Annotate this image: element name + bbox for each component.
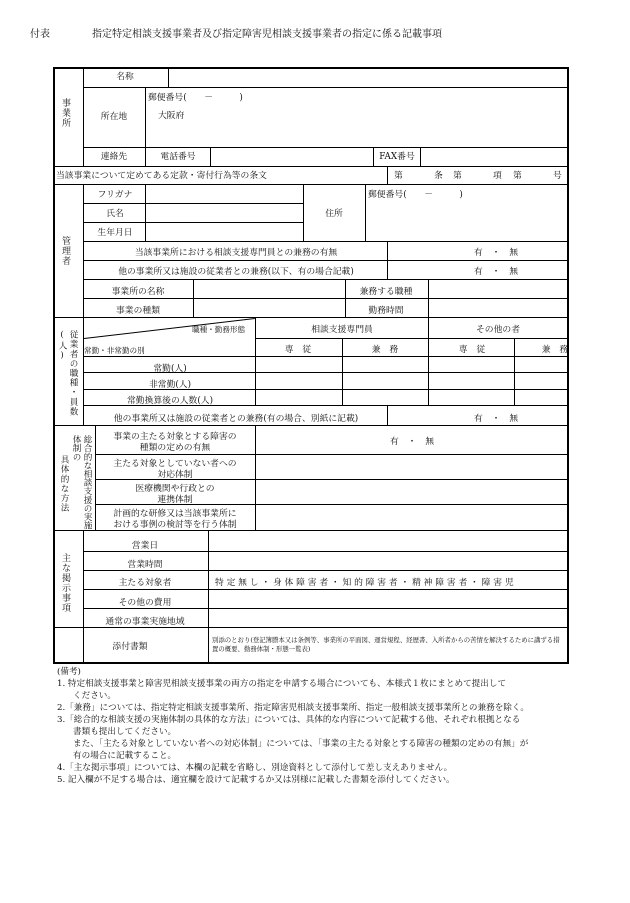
notice-time: 営業時間 bbox=[127, 560, 163, 570]
rule bbox=[420, 147, 421, 166]
note-2: 2.「兼務」については、指定特定相談支援事業所、指定障害児相談支援事業所、指定一般相談支援事業所との兼務を除く。 bbox=[57, 703, 529, 713]
rule bbox=[365, 184, 366, 241]
birth-label: 生年月日 bbox=[97, 228, 133, 238]
fax-label: FAX番号 bbox=[379, 152, 415, 162]
system-r4a: 計画的な研修又は当該事業所に bbox=[113, 509, 237, 519]
rule bbox=[387, 241, 388, 279]
diag-top: 職種・勤務形態 bbox=[192, 325, 246, 334]
col-counselor: 相談支援専門員 bbox=[311, 325, 373, 335]
system-r1a: 事業の主たる対象とする障害の bbox=[113, 432, 237, 442]
rule bbox=[514, 338, 515, 405]
rule bbox=[145, 184, 146, 241]
system-r1b: 種類の定めの有無 bbox=[139, 443, 211, 453]
furigana-label: フリガナ bbox=[97, 190, 133, 200]
job-label: 兼務する職種 bbox=[359, 287, 413, 297]
rule bbox=[255, 338, 568, 339]
col-full-a: 専 従 bbox=[284, 345, 312, 355]
office-postal: 郵便番号( － ) bbox=[148, 93, 243, 103]
article-label: 当該事業について定めてある定款・寄付行為等の条文 bbox=[56, 171, 267, 181]
section-staff: 従業者の職種・員数(人) bbox=[57, 330, 78, 417]
system-r3a: 医療機関や行政との bbox=[135, 484, 215, 494]
form-title: 指定特定相談支援事業者及び指定障害児相談支援事業者の指定に係る記載事項 bbox=[92, 29, 442, 40]
rule bbox=[342, 338, 343, 405]
rule bbox=[345, 279, 346, 317]
concurrent1-label: 当該事業所における相談支援専門員との兼務の有無 bbox=[134, 248, 338, 258]
rule bbox=[95, 425, 96, 530]
rule bbox=[83, 589, 568, 590]
rule bbox=[387, 166, 388, 184]
notice-target-value: 特 定 無 し ・ 身 体 障 害 者 ・ 知 的 障 害 者 ・ 精 神 障 害 者 ・ 障 害 児 bbox=[215, 578, 514, 588]
rule bbox=[255, 425, 256, 530]
notice-area: 通常の事業実施地域 bbox=[105, 617, 185, 627]
col-other: その他の者 bbox=[476, 325, 520, 335]
rule bbox=[83, 356, 568, 357]
rule bbox=[54, 166, 568, 167]
row-parttime: 非常勤(人) bbox=[148, 380, 192, 390]
note-3: 3.「総合的な相談支援の実施体制の具体的な方法」については、具体的な内容について記載する他、それぞれ根拠となる bbox=[57, 715, 521, 725]
note-4: 4.「主な掲示事項」については、本欄の記載を省略し、別途資料として添付して差し支えありません。 bbox=[57, 763, 453, 773]
article-jo: 条 bbox=[434, 171, 443, 181]
diag-bottom: 常勤・非常勤の別 bbox=[84, 346, 145, 355]
rule bbox=[208, 530, 209, 663]
rule bbox=[83, 87, 568, 88]
rule bbox=[428, 279, 429, 317]
rule bbox=[83, 260, 568, 261]
system-r1-value: 有 ・ 無 bbox=[390, 437, 434, 447]
form-label: 付表 bbox=[30, 29, 50, 40]
note-3c: また、「主たる対象としていない者への対応体制」については、「事業の主たる対象とする障害の種類の定めの有無」が bbox=[73, 739, 529, 749]
manager-address-label: 住所 bbox=[325, 209, 343, 219]
concurrent2-label: 他の事業所又は施設の従業者との兼務(以下、有の場合記載) bbox=[118, 267, 354, 277]
rule bbox=[83, 530, 84, 663]
note-3b: 書類も提出してください。 bbox=[73, 727, 177, 737]
article-dai3: 第 bbox=[513, 171, 522, 181]
office-address-label: 所在地 bbox=[100, 112, 128, 122]
rule bbox=[83, 279, 568, 280]
rule bbox=[54, 317, 568, 318]
rule bbox=[210, 147, 211, 166]
row-converted: 常勤換算後の人数(人) bbox=[126, 396, 214, 406]
tel-label: 電話番号 bbox=[160, 152, 196, 162]
col-full-b: 専 従 bbox=[458, 345, 486, 355]
concurrent1-value: 有 ・ 無 bbox=[474, 248, 518, 258]
form-table bbox=[53, 67, 569, 664]
section-manager: 管理者 bbox=[60, 236, 70, 266]
staff-concurrent-value: 有 ・ 無 bbox=[474, 414, 518, 424]
note-1: 1. 特定相談支援事業と障害児相談支援事業の両方の指定を申請する場合についても、本様式１枚にまとめて提出して bbox=[57, 679, 507, 689]
article-dai2: 第 bbox=[453, 171, 462, 181]
article-ko: 項 bbox=[493, 171, 502, 181]
notes-head: (備考) bbox=[57, 667, 81, 677]
note-1b: ください。 bbox=[73, 691, 116, 701]
concurrent2-value: 有 ・ 無 bbox=[474, 267, 518, 277]
rule bbox=[95, 454, 568, 455]
system-r2b: 対応体制 bbox=[157, 470, 193, 480]
rule bbox=[387, 405, 388, 425]
office-type-label: 事業の種類 bbox=[116, 306, 160, 316]
note-5: 5. 記入欄が不足する場合は、適宜欄を設けて記載するか又は別様に記載した書類を添付してください。 bbox=[57, 775, 455, 785]
article-dai: 第 bbox=[394, 171, 403, 181]
row-fulltime: 常勤(人) bbox=[153, 364, 187, 374]
rule bbox=[83, 147, 568, 148]
section-system-a: 総合的な相談支援の実施体制の bbox=[71, 435, 92, 530]
rule bbox=[83, 222, 303, 223]
manager-postal: 郵便番号( － ) bbox=[368, 190, 463, 200]
rule bbox=[168, 68, 169, 87]
office-name-label: 名称 bbox=[116, 72, 134, 82]
rule bbox=[83, 241, 568, 242]
rule bbox=[83, 184, 84, 317]
system-r2a: 主たる対象としていない者への bbox=[113, 459, 237, 469]
rule bbox=[373, 147, 374, 166]
staff-concurrent-label: 他の事業所又は施設の従業者との兼務(有の場合、別紙に記載) bbox=[113, 414, 359, 424]
notice-target: 主たる対象者 bbox=[118, 578, 172, 588]
system-r3b: 連携体制 bbox=[157, 495, 193, 505]
rule bbox=[303, 184, 304, 241]
notes bbox=[57, 666, 607, 786]
system-r4b: おける事例の検討等を行う体制 bbox=[113, 520, 237, 530]
rule bbox=[145, 87, 146, 166]
notice-days: 営業日 bbox=[131, 541, 159, 551]
rule bbox=[255, 317, 256, 405]
hours-label: 勤務時間 bbox=[368, 306, 404, 316]
rule bbox=[428, 338, 429, 405]
section-office: 事業所 bbox=[60, 98, 70, 128]
note-3d: 有の場合に記載すること。 bbox=[73, 751, 177, 761]
rule bbox=[54, 425, 568, 426]
rule bbox=[83, 203, 303, 204]
rule bbox=[193, 279, 194, 317]
rule bbox=[54, 184, 568, 185]
rule bbox=[83, 298, 568, 299]
col-part-a: 兼 務 bbox=[371, 345, 399, 355]
manager-name-label: 氏名 bbox=[106, 209, 124, 219]
rule bbox=[83, 68, 84, 166]
col-part-b: 兼 務 bbox=[541, 345, 569, 355]
section-notice: 主な掲示事項 bbox=[60, 553, 70, 613]
article-go: 号 bbox=[553, 171, 562, 181]
attach-label: 添付書類 bbox=[112, 642, 148, 652]
office-prefecture: 大阪府 bbox=[158, 111, 185, 121]
contact-label: 連絡先 bbox=[100, 152, 128, 162]
section-system-b: 具体的な方法 bbox=[59, 455, 69, 513]
notice-cost: その他の費用 bbox=[118, 598, 172, 608]
office-name2-label: 事業所の名称 bbox=[111, 287, 165, 297]
attach-text: 別添のとおり(登記簿謄本又は条例等、事業所の平面図、運営規程、経歴書、入所者からの苦情を解決するために講ずる措置の概要、勤務体制・形態一覧表) bbox=[212, 636, 560, 653]
rule bbox=[83, 317, 84, 425]
